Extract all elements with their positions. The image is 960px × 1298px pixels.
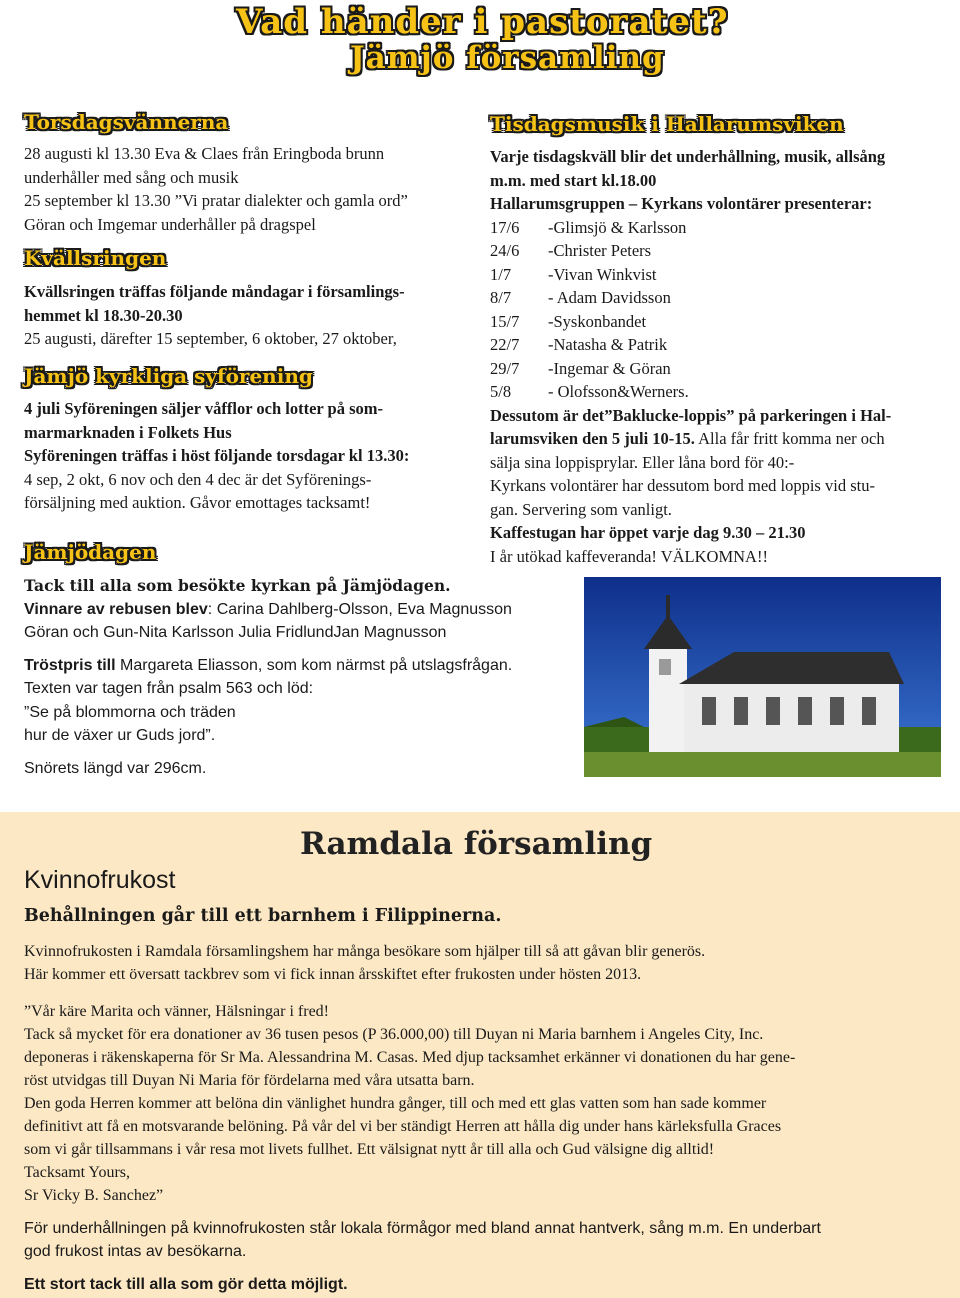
text-line: 25 augusti, därefter 15 september, 6 oktober, 27 oktober, — [24, 329, 397, 348]
kvall-body — [24, 280, 464, 351]
text-line: Här kommer ett översatt tackbrev som vi fick innan årsskiftet efter frukosten under hösten 2013. — [24, 966, 642, 983]
ramdala-title: Ramdala församling — [300, 826, 653, 862]
text-line: gan. Servering som vanligt. — [490, 499, 672, 519]
text-line: hur de växer ur Guds jord”. — [24, 727, 216, 744]
text-line: 28 augusti kl 13.30 Eva & Claes från Eringboda brunn — [24, 144, 385, 163]
text-line: 4 sep, 2 okt, 6 nov och den 4 dec är det Syförenings- — [24, 469, 372, 489]
schedule-row — [490, 333, 950, 357]
text-line: m.m. med start kl.18.00 — [490, 170, 657, 190]
letter — [24, 1000, 944, 1207]
text-line: Syföreningen träffas i höst följande torsdagar kl 13.30: — [24, 446, 410, 465]
text-line: Kaffestugan har öppet varje dag 9.30 – 21.30 — [490, 523, 806, 542]
text-line: 4 juli Syföreningen säljer våfflor och lotter på som- — [24, 399, 384, 418]
schedule-list — [490, 216, 950, 404]
text-line: Dessutom är det”Baklucke-loppis” på parkeringen i Hal- — [490, 405, 892, 425]
text-line: Varje tisdagskväll blir det underhållning, musik, allsång — [490, 147, 886, 166]
text-bold: Tröstpris till — [24, 656, 116, 674]
schedule-act: - Adam Davidsson — [548, 288, 671, 307]
intro-lines — [24, 940, 944, 986]
letter-line: Tacksamt Yours, — [24, 1164, 130, 1181]
kvinnofrukost-sub: Behållningen går till ett barnhem i Filippinerna. — [24, 906, 502, 926]
schedule-row — [490, 357, 950, 381]
text-line: Göran och Gun-Nita Karlsson Julia FridlundJan Magnusson — [24, 624, 447, 641]
parish-title: Jämjö församling — [350, 40, 665, 76]
schedule-row — [490, 239, 950, 263]
text-line: Hallarumsgruppen – Kyrkans volontärer presenterar: — [490, 194, 873, 213]
text-span: Alla får fritt komma ner och — [694, 429, 885, 448]
schedule-act: -Glimsjö & Karlsson — [548, 217, 687, 237]
schedule-date: 15/7 — [490, 311, 520, 331]
page-title: Vad händer i pastoratet? — [236, 2, 729, 42]
text-line: god frukost intas av besökarna. — [24, 1243, 247, 1260]
text-line: Kvinnofrukosten i Ramdala församlingshem har många besökare som hjälper till så att gåvan blir generös. — [24, 943, 706, 960]
schedule-date: 8/7 — [490, 288, 512, 307]
kvinnofrukost-heading: Kvinnofrukost — [24, 866, 176, 894]
text-line: Kyrkans volontärer har dessutom bord med loppis vid stu- — [490, 476, 875, 495]
text-line: Snörets längd var 296cm. — [24, 759, 207, 777]
text-line: I år utökad kaffeveranda! VÄLKOMNA!! — [490, 546, 768, 566]
schedule-row — [490, 216, 950, 240]
schedule-row — [490, 286, 950, 310]
text-line: För underhållningen på kvinnofrukosten står lokala förmågor med bland annat hantverk, sång m.m. En underbart — [24, 1220, 821, 1237]
schedule-act: - Olofsson&Werners. — [548, 382, 689, 401]
text-bold: larumsviken den 5 juli 10-15. — [490, 429, 695, 448]
jd-heading: Jämjödagen — [24, 540, 157, 564]
schedule-row — [490, 310, 950, 334]
text-line: Kvällsringen träffas följande måndagar i församlings- — [24, 282, 405, 301]
text-span: Margareta Eliasson, som kom närmst på utslagsfrågan. — [115, 656, 513, 674]
letter-line: definitivt att få en motsvarande belöning. På vår del vi ber ständigt Herren att hålla dig under hans kärleksfulla Graces — [24, 1118, 782, 1135]
text-line: 25 september kl 13.30 ”Vi pratar dialekter och gamla ord” — [24, 191, 408, 210]
text-line: hemmet kl 18.30-20.30 — [24, 305, 183, 325]
letter-line: röst utvidgas till Duyan Ni Maria för fördelarna med våra utsatta barn. — [24, 1072, 475, 1089]
schedule-date: 24/6 — [490, 241, 520, 260]
torsdag-body — [24, 142, 464, 236]
syf-body — [24, 397, 464, 515]
tisdag-body — [490, 145, 950, 568]
text-line: Ett stort tack till alla som gör detta möjligt. — [24, 1276, 348, 1293]
schedule-date: 29/7 — [490, 358, 520, 378]
letter-line: som vi går tillsammans i vår resa mot livets fullhet. Ett välsignat nytt år till alla och Gud välsigne dig alltid! — [24, 1141, 715, 1158]
text-span: : Carina Dahlberg-Olsson, Eva Magnusson — [207, 600, 512, 618]
church-photo — [584, 577, 941, 777]
schedule-act: -Syskonbandet — [548, 311, 647, 331]
text-line: Texten var tagen från psalm 563 och löd: — [24, 680, 314, 697]
torsdag-heading: Torsdagsvännerna — [24, 110, 229, 134]
text-line: sälja sina loppisprylar. Eller låna bord för 40:- — [490, 452, 795, 472]
schedule-row — [490, 380, 950, 404]
tisdag-heading: Tisdagsmusik i Hallarumsviken — [490, 112, 844, 136]
text-line: ”Se på blommorna och träden — [24, 703, 236, 721]
syf-heading: Jämjö kyrkliga syförening — [24, 364, 313, 388]
schedule-date: 1/7 — [490, 264, 512, 284]
letter-line: deponeras i räkenskaperna för Sr Ma. Alessandrina M. Casas. Med djup tacksamhet erkänner vi donationen du har gene- — [24, 1049, 796, 1066]
schedule-row — [490, 263, 950, 287]
letter-line: Tack så mycket för era donationer av 36 tusen pesos (P 36.000,00) till Duyan ni Maria barnhem i Angeles City, Inc. — [24, 1026, 764, 1043]
schedule-act: -Natasha & Patrik — [548, 335, 668, 354]
kvall-heading: Kvällsringen — [24, 246, 167, 270]
schedule-date: 17/6 — [490, 217, 520, 237]
schedule-act: -Christer Peters — [548, 241, 652, 260]
schedule-act: -Vivan Winkvist — [548, 264, 657, 284]
schedule-date: 22/7 — [490, 335, 520, 354]
text-line: underhåller med sång och musik — [24, 167, 239, 187]
letter-line: ”Vår käre Marita och vänner, Hälsningar i fred! — [24, 1003, 329, 1020]
text-bold: Vinnare av rebusen blev — [24, 600, 208, 618]
text-line: Tack till alla som besökte kyrkan på Jämjödagen. — [24, 576, 451, 595]
text-line: Göran och Imgemar underhåller på dragspel — [24, 214, 316, 234]
schedule-date: 5/8 — [490, 382, 512, 401]
letter-line: Den goda Herren kommer att belöna din vänlighet hundra gånger, till och med ett glas vatten som han sade kommer — [24, 1095, 767, 1112]
ramdala-body — [24, 940, 944, 1296]
jd-body — [24, 574, 584, 780]
ramdala-section — [0, 812, 960, 1298]
letter-line: Sr Vicky B. Sanchez” — [24, 1187, 164, 1204]
text-line: försäljning med auktion. Gåvor emottages tacksamt! — [24, 493, 371, 512]
text-line: marmarknaden i Folkets Hus — [24, 422, 232, 442]
schedule-act: -Ingemar & Göran — [548, 358, 671, 378]
